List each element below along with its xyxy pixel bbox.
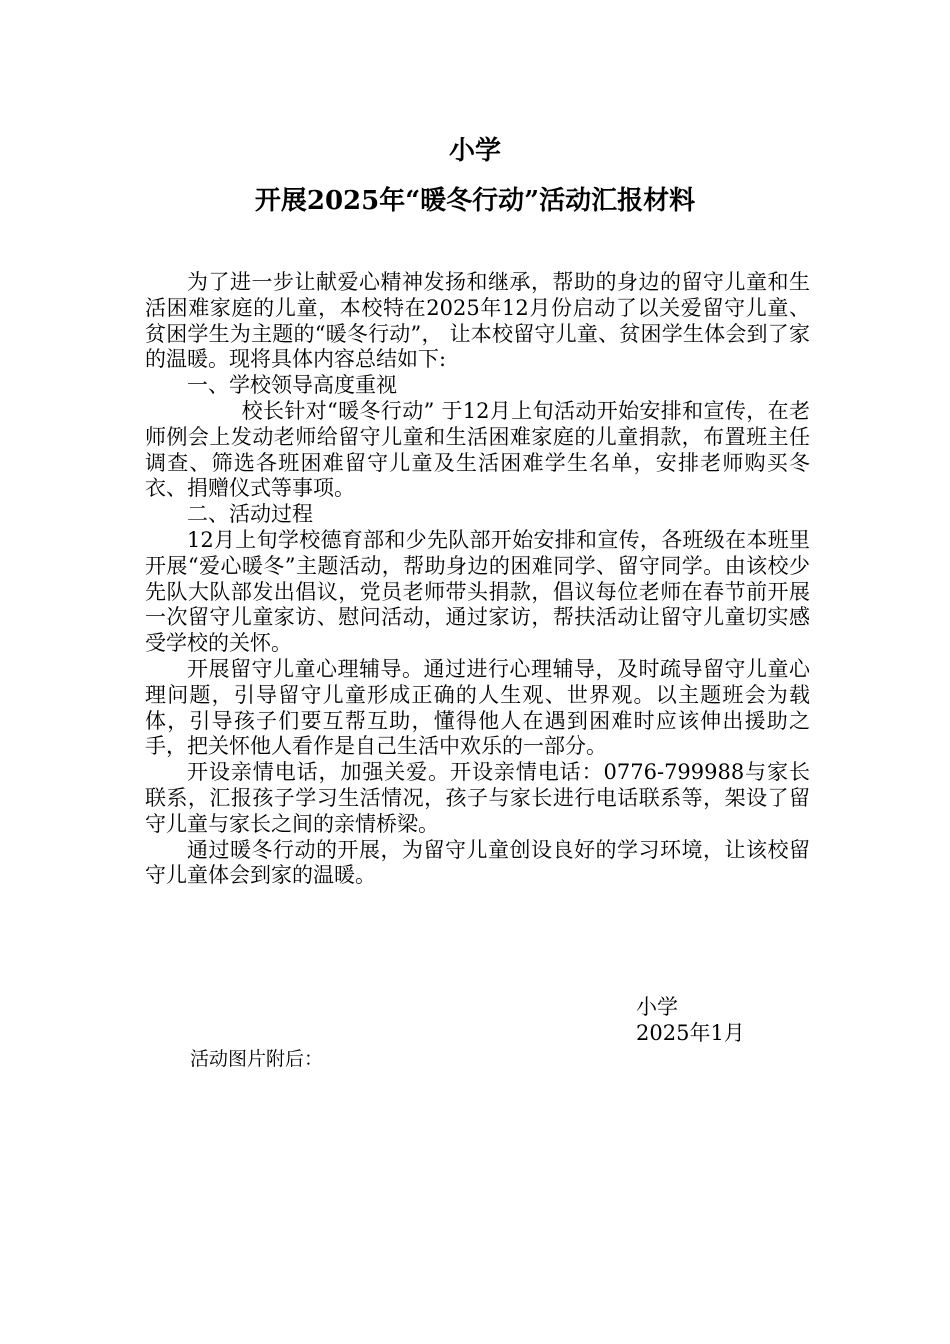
document-body xyxy=(145,270,810,889)
document-title: 开展2025年“暖冬行动”活动汇报材料 xyxy=(254,186,696,216)
phone-paragraph: 开设亲情电话，加强关爱。开设亲情电话：0776-799988与家长联系，汇报孩子学习生活情况，孩子与家长进行电话联系等，架设了留守儿童与家长之间的亲情桥梁。 xyxy=(145,760,810,836)
school-heading: 小学 xyxy=(448,136,501,166)
conclusion-paragraph: 通过暖冬行动的开展，为留守儿童创设良好的学习环境，让该校留守儿童体会到家的温暖。 xyxy=(145,837,810,888)
counseling-paragraph: 开展留守儿童心理辅导。通过进行心理辅导，及时疏导留守儿童心理问题，引导留守儿童形成正确的人生观、世界观。以主题班会为载体，引导孩子们要互帮互助，懂得他人在遇到困难时应该伸出援助之手，把关怀他人看作是自己生活中欢乐的一部分。 xyxy=(145,656,810,759)
signature-school: 小学 xyxy=(636,995,678,1019)
attachment-note: 活动图片附后： xyxy=(190,1048,324,1070)
section-heading-process: 二、活动过程 xyxy=(187,502,313,527)
intro-paragraph: 为了进一步让献爱心精神发扬和继承，帮助的身边的留守儿童和生活困难家庭的儿童，本校特在2025年12月份启动了以关爱留守儿童、贫困学生为主题的“暖冬行动”， 让本校留守儿童、贫困学生体会到了家的温暖。现将具体内容总结如下: xyxy=(145,270,810,372)
leadership-paragraph: 校长针对“暖冬行动” 于12月上旬活动开始安排和宣传，在老师例会上发动老师给留守儿童和生活困难家庭的儿童捐款，布置班主任调查、筛选各班困难留守儿童及生活困难学生名单，安排老师购买冬衣、捐赠仪式等事项。 xyxy=(145,398,810,501)
signature-block xyxy=(636,994,745,1046)
signature-date: 2025年1月 xyxy=(636,1021,745,1045)
section-heading-leadership: 一、学校领导高度重视 xyxy=(187,373,397,398)
process-paragraph: 12月上旬学校德育部和少先队部开始安排和宣传，各班级在本班里开展“爱心暖冬”主题活动，帮助身边的困难同学、留守同学。由该校少先队大队部发出倡议，党员老师带头捐款，倡议每位老师在春节前开展一次留守儿童家访、慰问活动，通过家访，帮扶活动让留守儿童切实感受学校的关怀。 xyxy=(145,527,810,656)
